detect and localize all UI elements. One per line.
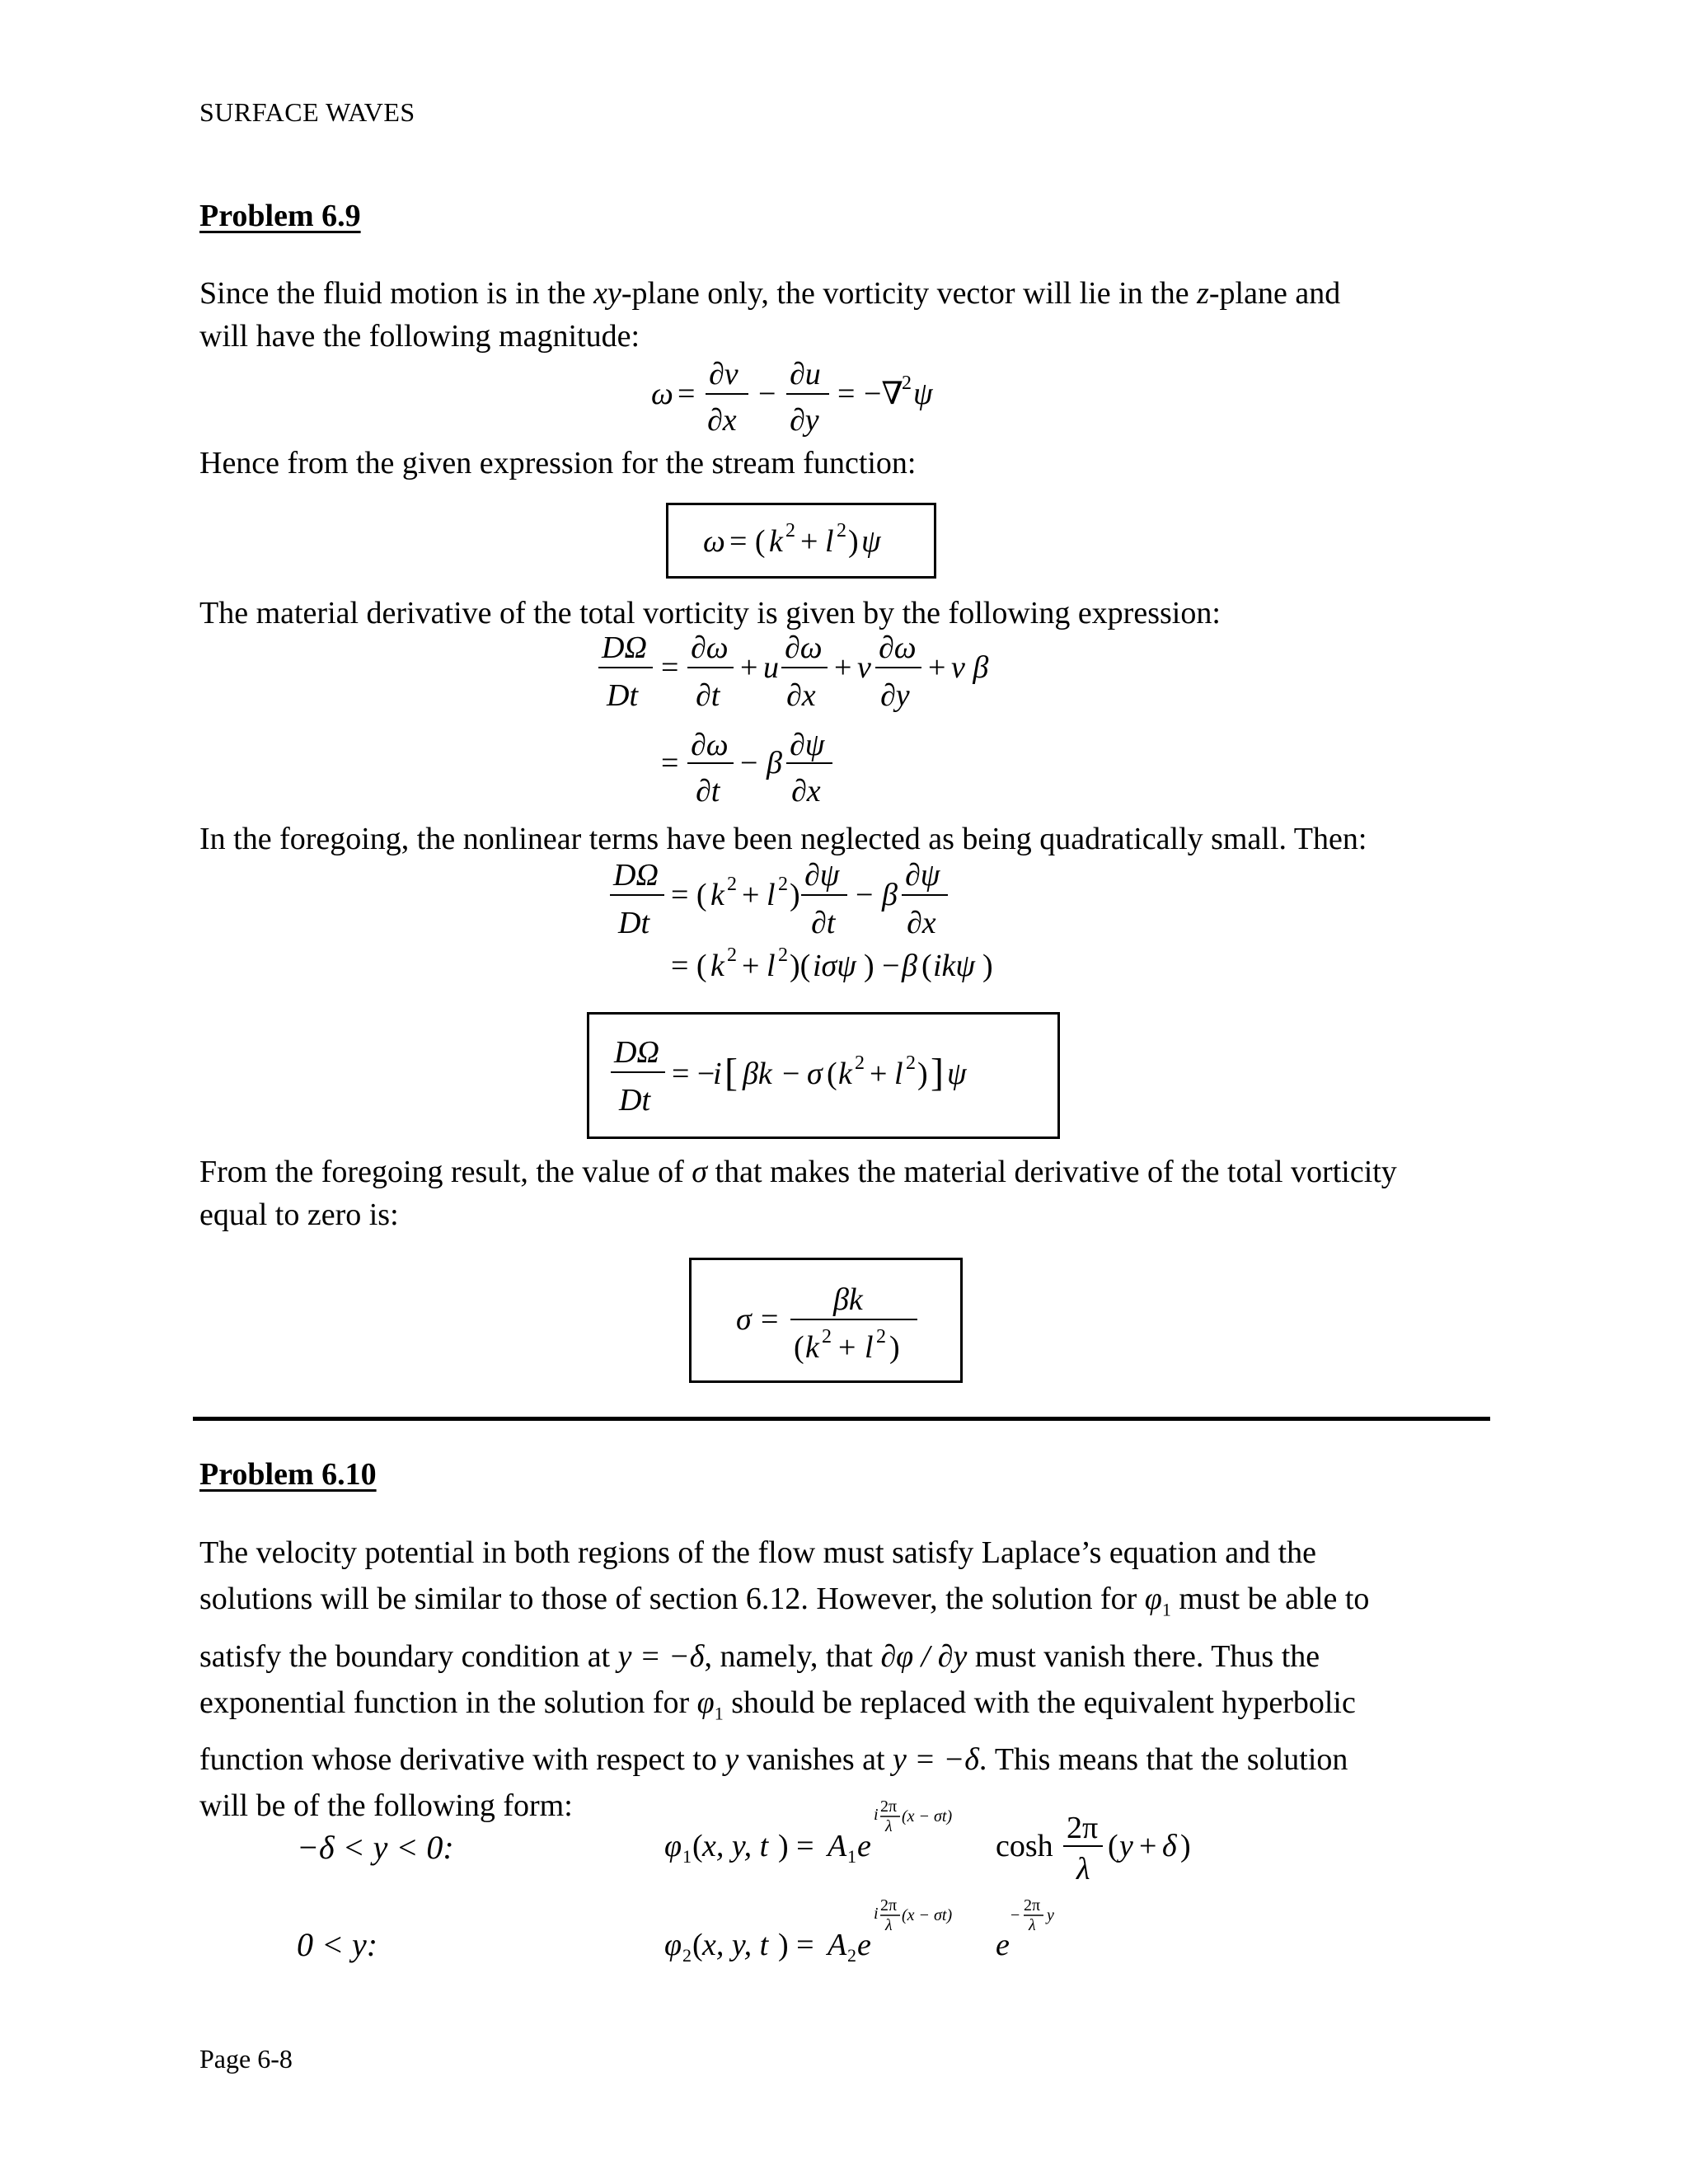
svg-text:): ) bbox=[790, 878, 800, 912]
body-line-5-a: function whose derivative with respect to bbox=[199, 1742, 717, 1778]
svg-text:ω: ω bbox=[651, 377, 673, 411]
y-var: y bbox=[724, 1742, 739, 1778]
intro-var-z: z bbox=[1197, 276, 1209, 311]
svg-text:∂ω: ∂ω bbox=[691, 630, 729, 665]
svg-text:2π: 2π bbox=[880, 1797, 898, 1816]
svg-text:βk: βk bbox=[743, 1057, 772, 1091]
sigma-text-a: From the foregoing result, the value of bbox=[199, 1155, 684, 1189]
svg-text:σ: σ bbox=[807, 1057, 823, 1091]
svg-text:∂x: ∂x bbox=[907, 906, 936, 940]
svg-text:∂ω: ∂ω bbox=[785, 630, 823, 665]
svg-text:): ) bbox=[1180, 1829, 1191, 1863]
svg-text:∂ψ: ∂ψ bbox=[804, 858, 840, 893]
svg-text:(x − σt): (x − σt) bbox=[902, 1906, 953, 1924]
svg-text:2: 2 bbox=[778, 944, 788, 966]
intro-line-2: will have the following magnitude: bbox=[199, 319, 640, 354]
svg-text:+: + bbox=[838, 1330, 856, 1365]
body-line-2-a: solutions will be similar to those of section 6.12. However, the solution for bbox=[199, 1582, 1137, 1616]
problem-6-9-intro bbox=[199, 272, 1485, 358]
svg-text:(: ( bbox=[692, 1928, 703, 1962]
sigma-text-b: that makes the material derivative of the total vorticity bbox=[715, 1155, 1397, 1189]
svg-text:[: [ bbox=[724, 1051, 738, 1094]
region-1-label: −δ < y < 0: bbox=[297, 1829, 454, 1866]
svg-text:DΩ: DΩ bbox=[613, 858, 659, 893]
sigma-intro-text bbox=[199, 1151, 1535, 1236]
vorticity-result-box bbox=[666, 503, 936, 579]
svg-text:k: k bbox=[769, 524, 783, 559]
svg-text:δ: δ bbox=[1162, 1829, 1177, 1863]
svg-text:−: − bbox=[1010, 1906, 1020, 1924]
svg-text:Dt: Dt bbox=[607, 678, 638, 713]
svg-text:e: e bbox=[857, 1829, 871, 1863]
phi-var-2: φ bbox=[696, 1685, 715, 1720]
svg-text:i: i bbox=[874, 1905, 879, 1923]
svg-text:ω: ω bbox=[703, 524, 725, 559]
svg-text:ψ: ψ bbox=[861, 524, 881, 559]
svg-text:= (: = ( bbox=[729, 524, 766, 559]
svg-text:e: e bbox=[857, 1928, 871, 1962]
svg-text:) =: ) = bbox=[778, 1928, 814, 1962]
svg-text:) =: ) = bbox=[778, 1829, 814, 1863]
svg-text:(x − σt): (x − σt) bbox=[902, 1807, 953, 1825]
svg-text:k: k bbox=[710, 949, 724, 983]
svg-text:): ) bbox=[982, 949, 993, 983]
sigma-result-equation bbox=[692, 1260, 960, 1380]
svg-text:+: + bbox=[742, 949, 760, 983]
svg-text:= −: = − bbox=[672, 1057, 715, 1091]
running-header: SURFACE WAVES bbox=[199, 97, 415, 127]
svg-text:2: 2 bbox=[876, 1326, 886, 1347]
body-line-3-b: , namely, that bbox=[704, 1638, 873, 1674]
svg-text:2: 2 bbox=[822, 1326, 832, 1347]
svg-text:l: l bbox=[767, 949, 776, 983]
svg-text:A: A bbox=[828, 1829, 847, 1863]
body-line-5-c: . This means that the solution bbox=[978, 1742, 1348, 1778]
svg-text:u: u bbox=[763, 650, 779, 685]
svg-text:k: k bbox=[710, 878, 724, 912]
svg-text:∂v: ∂v bbox=[709, 357, 738, 391]
svg-text:x, y, t: x, y, t bbox=[702, 1829, 769, 1863]
page-number: Page 6-8 bbox=[199, 2044, 293, 2074]
svg-text:l: l bbox=[894, 1057, 903, 1091]
svg-text:l: l bbox=[825, 524, 834, 559]
svg-text:+: + bbox=[834, 650, 852, 685]
svg-text:λ: λ bbox=[1076, 1852, 1090, 1886]
svg-text:ψ: ψ bbox=[947, 1057, 967, 1091]
svg-text:2: 2 bbox=[727, 944, 737, 966]
boundary-eq: y = −δ bbox=[617, 1638, 705, 1674]
intro-text-c: -plane and bbox=[1208, 276, 1341, 311]
svg-text:φ: φ bbox=[664, 1829, 682, 1863]
material-derivative-equation bbox=[598, 626, 1043, 816]
body-line-3-c: must vanish there. Thus the bbox=[974, 1638, 1320, 1674]
nonlinear-terms-text: In the foregoing, the nonlinear terms have been neglected as being quadratically small. Then: bbox=[199, 822, 1367, 856]
svg-text:λ: λ bbox=[885, 1916, 893, 1934]
svg-text:βk: βk bbox=[833, 1282, 863, 1317]
svg-text:=: = bbox=[661, 650, 679, 685]
svg-text:φ: φ bbox=[664, 1928, 682, 1962]
svg-text:+: + bbox=[742, 878, 760, 912]
svg-text:λ: λ bbox=[1029, 1916, 1036, 1934]
body-line-3-a: satisfy the boundary condition at bbox=[199, 1638, 611, 1674]
body-line-5-b: vanishes at bbox=[746, 1742, 885, 1778]
svg-text:v β: v β bbox=[951, 650, 989, 685]
svg-text:ψ: ψ bbox=[913, 377, 933, 411]
svg-text:=: = bbox=[661, 746, 679, 780]
material-derivative-text: The material derivative of the total vorticity is given by the following expression: bbox=[199, 596, 1221, 630]
material-derivative-result-box bbox=[587, 1012, 1060, 1139]
svg-text:2: 2 bbox=[847, 1945, 856, 1966]
svg-text:∂x: ∂x bbox=[707, 403, 737, 438]
svg-text:2π: 2π bbox=[1024, 1896, 1041, 1915]
svg-text:): ) bbox=[917, 1057, 928, 1091]
svg-text:∂ψ: ∂ψ bbox=[905, 858, 940, 893]
sigma-var: σ bbox=[692, 1155, 708, 1189]
svg-text:1: 1 bbox=[682, 1846, 692, 1867]
svg-text:2: 2 bbox=[906, 1052, 916, 1074]
svg-text:σ: σ bbox=[736, 1302, 752, 1337]
svg-text:iσψ: iσψ bbox=[813, 949, 856, 983]
svg-text:∂t: ∂t bbox=[696, 774, 720, 808]
svg-text:): ) bbox=[848, 524, 859, 559]
intro-text-a: Since the fluid motion is in the bbox=[199, 276, 586, 311]
phi-var: φ bbox=[1144, 1582, 1162, 1616]
intro-var-xy: xy bbox=[593, 276, 621, 311]
svg-text:2: 2 bbox=[727, 874, 737, 895]
svg-text:y: y bbox=[1047, 1906, 1054, 1924]
svg-text:∂ω: ∂ω bbox=[879, 630, 917, 665]
svg-text:∂y: ∂y bbox=[880, 678, 910, 713]
boundary-eq-2: y = −δ bbox=[893, 1742, 979, 1778]
svg-text:1: 1 bbox=[847, 1846, 856, 1867]
svg-text:2: 2 bbox=[837, 520, 846, 541]
svg-text:(: ( bbox=[692, 1829, 703, 1863]
derivative-expr: ∂φ / ∂y bbox=[880, 1638, 968, 1674]
svg-text:=: = bbox=[761, 1302, 779, 1337]
svg-text:A: A bbox=[828, 1928, 847, 1962]
svg-text:∂t: ∂t bbox=[811, 906, 836, 940]
svg-text:): ) bbox=[889, 1330, 900, 1365]
svg-text:∂ω: ∂ω bbox=[691, 728, 729, 762]
svg-text:−: − bbox=[856, 878, 874, 912]
svg-text:(: ( bbox=[827, 1057, 837, 1091]
svg-text:+: + bbox=[800, 524, 818, 559]
svg-text:cosh: cosh bbox=[996, 1829, 1053, 1863]
sigma-result-box bbox=[689, 1258, 963, 1383]
body-line-1: The velocity potential in both regions of the flow must satisfy Laplace’s equation and the bbox=[199, 1535, 1316, 1570]
phi-subscript: 1 bbox=[1161, 1599, 1171, 1620]
body-line-2-b: must be able to bbox=[1179, 1582, 1370, 1616]
svg-text:x, y, t: x, y, t bbox=[702, 1928, 769, 1962]
svg-text:+: + bbox=[870, 1057, 888, 1091]
svg-text:l: l bbox=[767, 878, 776, 912]
linearized-equation bbox=[610, 854, 1071, 994]
svg-text:Dt: Dt bbox=[619, 1083, 650, 1118]
svg-text:−: − bbox=[740, 746, 758, 780]
svg-text:∂x: ∂x bbox=[786, 678, 816, 713]
problem-6-10-title: Problem 6.10 bbox=[199, 1457, 377, 1492]
svg-text:+: + bbox=[1139, 1829, 1157, 1863]
svg-text:=: = bbox=[678, 377, 696, 411]
svg-text:)(: )( bbox=[790, 949, 811, 983]
svg-text:=: = bbox=[837, 377, 856, 411]
svg-text:y: y bbox=[1119, 1829, 1133, 1863]
phi2-solution-equation bbox=[664, 1896, 1126, 1978]
phi1-solution-equation bbox=[664, 1797, 1241, 1887]
svg-text:−∇: −∇ bbox=[864, 377, 903, 411]
svg-text:∂y: ∂y bbox=[790, 403, 819, 438]
svg-text:2: 2 bbox=[778, 874, 788, 895]
svg-text:∂t: ∂t bbox=[696, 678, 720, 713]
svg-text:Dt: Dt bbox=[618, 906, 649, 940]
svg-text:DΩ: DΩ bbox=[602, 630, 647, 665]
region-2-label: 0 < y: bbox=[297, 1926, 378, 1963]
svg-text:2π: 2π bbox=[1067, 1811, 1099, 1845]
svg-text:2: 2 bbox=[785, 520, 795, 541]
material-derivative-result-equation bbox=[589, 1015, 1057, 1137]
svg-text:(: ( bbox=[921, 949, 932, 983]
problem-6-9-title: Problem 6.9 bbox=[199, 199, 361, 233]
svg-text:2: 2 bbox=[902, 373, 912, 394]
body-line-6: will be of the following form: bbox=[199, 1788, 573, 1824]
svg-text:β: β bbox=[902, 949, 917, 983]
section-divider bbox=[193, 1417, 1490, 1421]
body-line-4-a: exponential function in the solution for bbox=[199, 1685, 690, 1720]
svg-text:2π: 2π bbox=[880, 1896, 898, 1915]
svg-text:i: i bbox=[874, 1806, 879, 1824]
svg-text:v: v bbox=[857, 650, 871, 685]
svg-text:2: 2 bbox=[682, 1945, 692, 1966]
svg-text:k: k bbox=[838, 1057, 852, 1091]
body-line-4-b: should be replaced with the equivalent hyperbolic bbox=[731, 1685, 1356, 1720]
svg-text:e: e bbox=[996, 1928, 1010, 1962]
svg-text:) −: ) − bbox=[864, 949, 900, 983]
hence-text: Hence from the given expression for the stream function: bbox=[199, 446, 917, 480]
svg-text:∂x: ∂x bbox=[791, 774, 821, 808]
svg-text:∂u: ∂u bbox=[790, 357, 821, 391]
svg-text:∂ψ: ∂ψ bbox=[790, 728, 825, 762]
vorticity-magnitude-equation bbox=[651, 354, 981, 445]
sigma-text-line2: equal to zero is: bbox=[199, 1197, 399, 1232]
svg-text:DΩ: DΩ bbox=[614, 1035, 659, 1070]
svg-text:k: k bbox=[805, 1330, 819, 1365]
svg-text:i: i bbox=[713, 1057, 722, 1091]
phi-subscript-2: 1 bbox=[714, 1703, 724, 1724]
vorticity-result-equation bbox=[668, 505, 934, 576]
svg-text:+: + bbox=[740, 650, 758, 685]
svg-text:λ: λ bbox=[885, 1817, 893, 1835]
svg-text:β: β bbox=[767, 746, 782, 780]
svg-text:−: − bbox=[758, 377, 776, 411]
problem-6-10-body bbox=[199, 1530, 1535, 1829]
svg-text:ikψ: ikψ bbox=[933, 949, 976, 983]
svg-text:−: − bbox=[782, 1057, 800, 1091]
svg-text:l: l bbox=[865, 1330, 874, 1365]
svg-text:2: 2 bbox=[855, 1052, 865, 1074]
svg-text:β: β bbox=[882, 878, 898, 912]
intro-text-b: -plane only, the vorticity vector will lie in the bbox=[621, 276, 1189, 311]
svg-text:= (: = ( bbox=[671, 878, 707, 912]
svg-text:]: ] bbox=[931, 1051, 944, 1094]
svg-text:= (: = ( bbox=[671, 949, 707, 983]
svg-text:(: ( bbox=[794, 1330, 804, 1365]
svg-text:(: ( bbox=[1108, 1829, 1118, 1863]
svg-text:+: + bbox=[928, 650, 946, 685]
